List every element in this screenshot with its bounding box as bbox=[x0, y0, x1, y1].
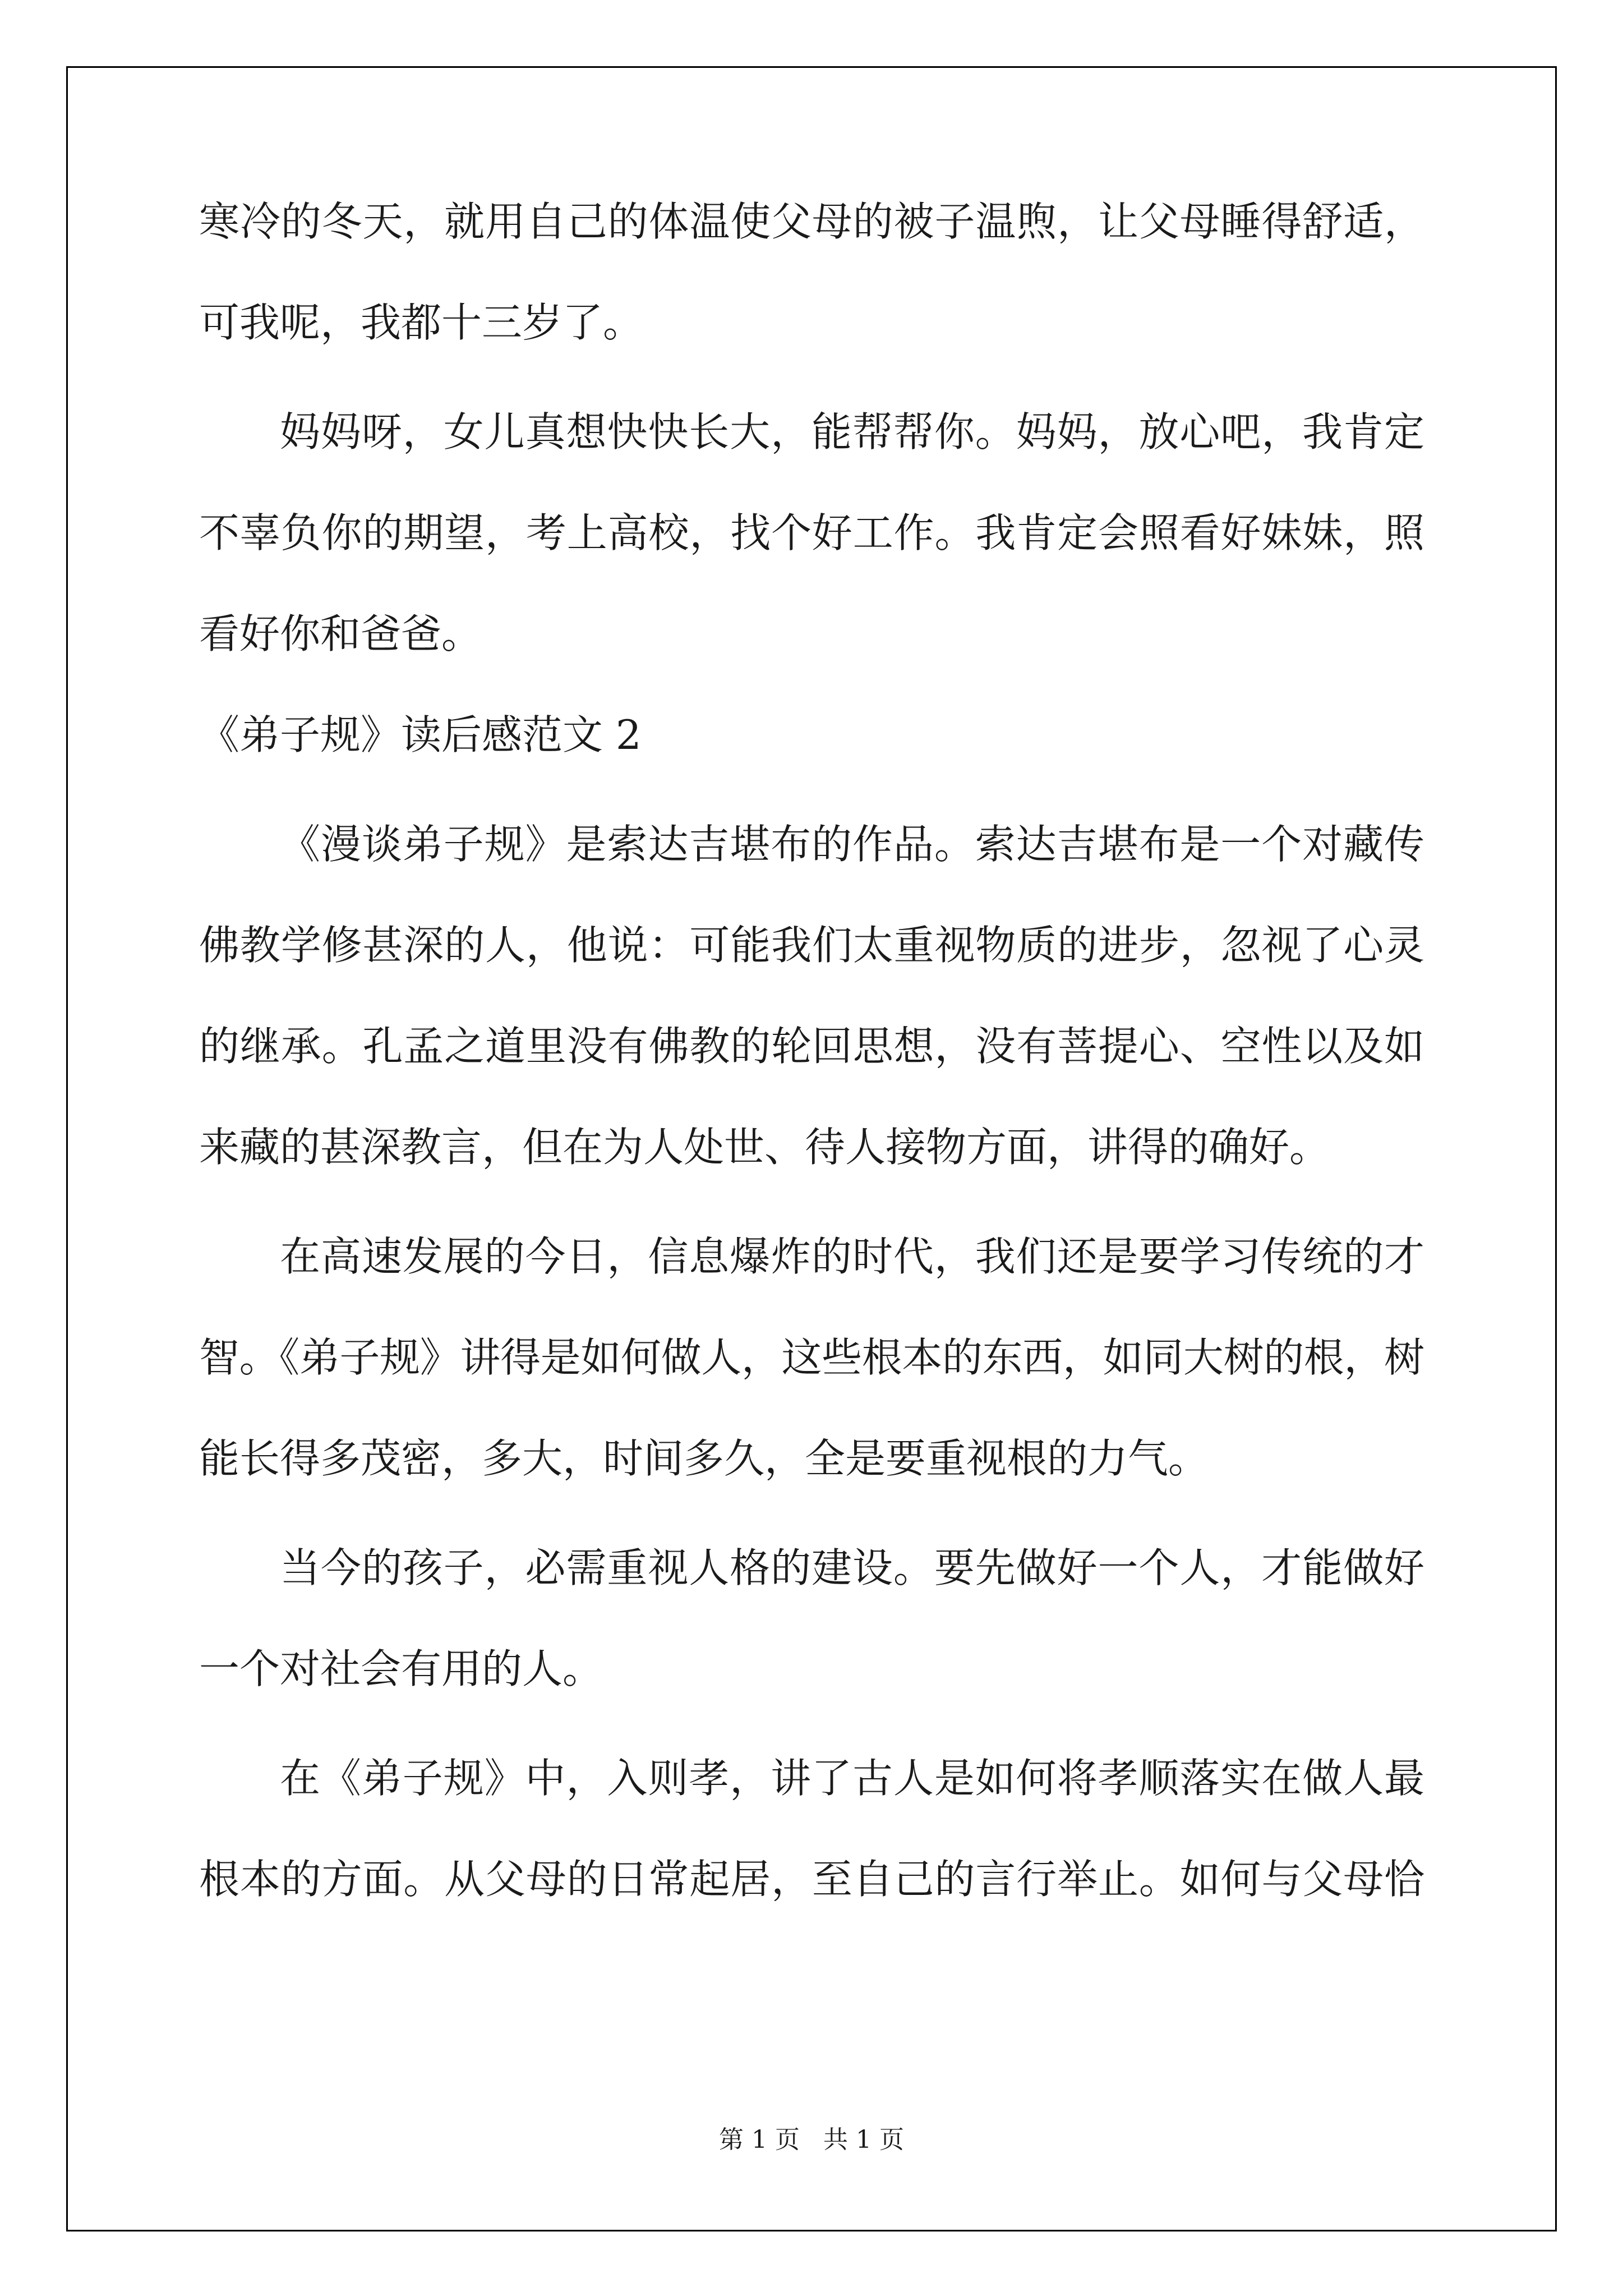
paragraph-start-line: 妈妈呀，女儿真想快快长大，能帮帮你。妈妈，放心吧，我肯定 bbox=[280, 408, 1425, 455]
text-line: 看好你和爸爸。 bbox=[199, 610, 482, 657]
text-line: 智。《弟子规》讲得是如何做人，这些根本的东西，如同大树的根，树 bbox=[199, 1334, 1424, 1381]
text-line: 一个对社会有用的人。 bbox=[199, 1645, 603, 1692]
paragraph-start-line: 当今的孩子，必需重视人格的建设。要先做好一个人，才能做好 bbox=[280, 1544, 1425, 1591]
text-line: 佛教学修甚深的人，他说：可能我们太重视物质的进步，忽视了心灵 bbox=[199, 922, 1425, 969]
section-heading: 《弟子规》读后感范文 2 bbox=[199, 711, 642, 758]
text-line: 的继承。孔孟之道里没有佛教的轮回思想，没有菩提心、空性以及如 bbox=[199, 1023, 1425, 1070]
page-footer bbox=[0, 2123, 1623, 2157]
text-line: 能长得多茂密，多大，时间多久，全是要重视根的力气。 bbox=[199, 1435, 1209, 1482]
text-line: 根本的方面。从父母的日常起居，至自己的言行举止。如何与父母恰 bbox=[199, 1856, 1425, 1903]
paragraph-start-line: 在高速发展的今日，信息爆炸的时代，我们还是要学习传统的才 bbox=[280, 1233, 1425, 1280]
text-line: 来藏的甚深教言，但在为人处世、待人接物方面，讲得的确好。 bbox=[199, 1124, 1330, 1171]
text-line: 不辜负你的期望，考上高校，找个好工作。我肯定会照看好妹妹，照 bbox=[199, 509, 1425, 556]
paragraph-start-line: 在《弟子规》中，入则孝，讲了古人是如何将孝顺落实在做人最 bbox=[280, 1755, 1425, 1802]
page-number-current: 第 1 页 bbox=[719, 2125, 800, 2154]
text-line: 可我呢，我都十三岁了。 bbox=[199, 299, 644, 346]
text-line: 寒冷的冬天，就用自己的体温使父母的被子温煦，让父母睡得舒适， bbox=[199, 198, 1425, 245]
paragraph-start-line: 《漫谈弟子规》是索达吉堪布的作品。索达吉堪布是一个对藏传 bbox=[280, 821, 1425, 868]
page-number-total: 共 1 页 bbox=[823, 2125, 904, 2154]
